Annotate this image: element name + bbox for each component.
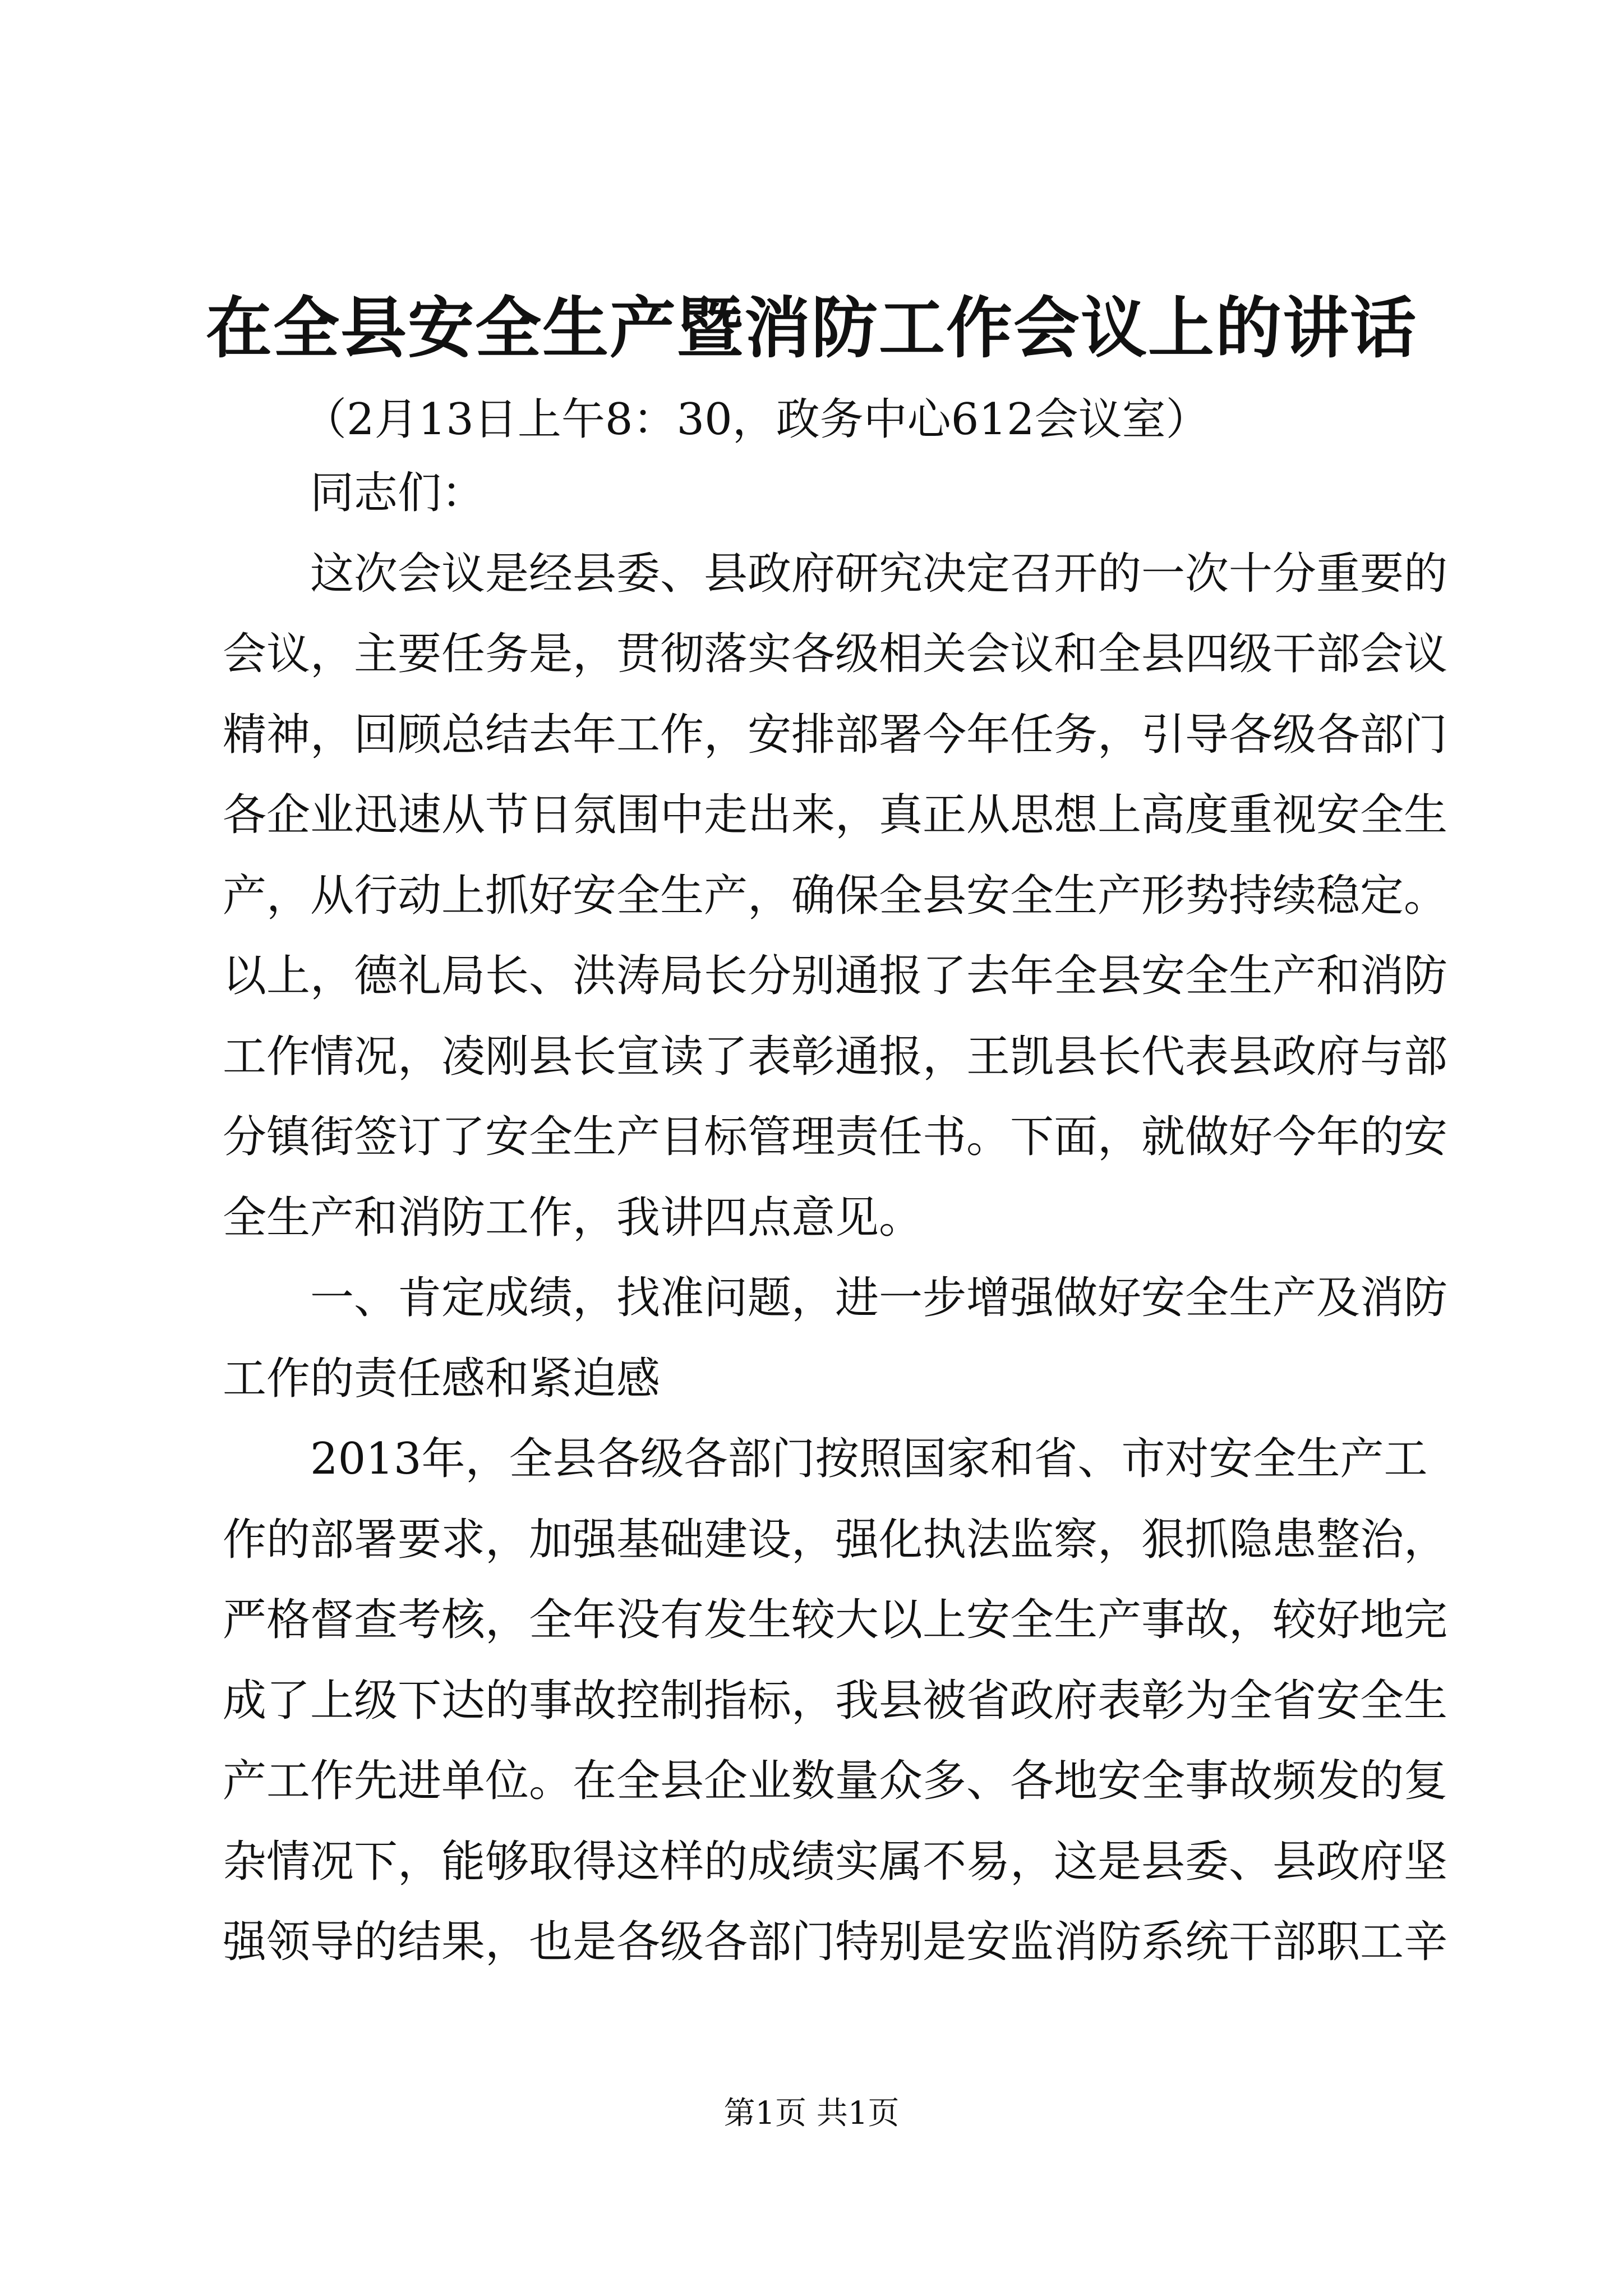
- document-title: 在全县安全生产暨消防工作会议上的讲话: [205, 289, 1417, 367]
- paragraph-line: 产，从行动上抓好安全生产，确保全县安全生产形势持续稳定。: [223, 870, 1448, 921]
- document-body: [223, 453, 1448, 1983]
- paragraph-line: 工作情况，凌刚县长宣读了表彰通报，王凯县长代表县政府与部: [223, 1031, 1448, 1082]
- page-footer: 第1页 共1页: [723, 2095, 900, 2132]
- section-heading-line: 一、肯定成绩，找准问题，进一步增强做好安全生产及消防: [310, 1273, 1448, 1323]
- paragraph-line: 严格督查考核，全年没有发生较大以上安全生产事故，较好地完: [223, 1595, 1448, 1645]
- paragraph-line: 成了上级下达的事故控制指标，我县被省政府表彰为全省安全生: [223, 1675, 1448, 1726]
- paragraph-line: 全生产和消防工作，我讲四点意见。: [223, 1192, 923, 1243]
- document-subtitle: （2月13日上午8：30，政务中心612会议室）: [303, 394, 1210, 445]
- paragraph-line: 2013年，全县各级各部门按照国家和省、市对安全生产工: [310, 1434, 1428, 1484]
- paragraph-line: 这次会议是经县委、县政府研究决定召开的一次十分重要的: [310, 548, 1448, 599]
- paragraph-line: 强领导的结果，也是各级各部门特别是安监消防系统干部职工辛: [223, 1917, 1448, 1967]
- paragraph-line: 杂情况下，能够取得这样的成绩实属不易，这是县委、县政府坚: [223, 1836, 1448, 1887]
- paragraph-line: 分镇街签订了安全生产目标管理责任书。下面，就做好今年的安: [223, 1112, 1448, 1162]
- paragraph-line: 产工作先进单位。在全县企业数量众多、各地安全事故频发的复: [223, 1756, 1448, 1806]
- salutation: 同志们：: [310, 468, 486, 518]
- paragraph-line: 各企业迅速从节日氛围中走出来，真正从思想上高度重视安全生: [223, 790, 1448, 840]
- paragraph-line: 精神，回顾总结去年工作，安排部署今年任务，引导各级各部门: [223, 709, 1448, 760]
- paragraph-line: 会议，主要任务是，贯彻落实各级相关会议和全县四级干部会议: [223, 629, 1448, 679]
- paragraph-line: 作的部署要求，加强基础建设，强化执法监察，狠抓隐患整治，: [223, 1514, 1448, 1565]
- section-heading-line: 工作的责任感和紧迫感: [223, 1353, 661, 1404]
- paragraph-line: 以上，德礼局长、洪涛局长分别通报了去年全县安全生产和消防: [223, 951, 1448, 1001]
